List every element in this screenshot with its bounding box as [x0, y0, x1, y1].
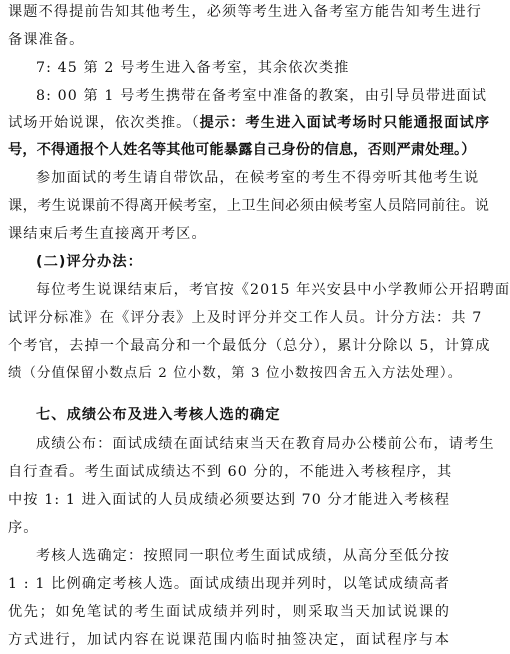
- text-line: 1 : 1 比例确定考核人选。面试成绩出现并列时，以笔试成绩高者: [8, 576, 450, 592]
- text-line: 优先；如免笔试的考生面试成绩并列时，则采取当天加试说课的: [8, 604, 450, 620]
- schedule-line: 7: 45 第 2 号考生进入备考室，其余依次类推: [36, 60, 350, 76]
- schedule-line: 8: 00 第 1 号考生携带在备考室中准备的教案，由引导员带进面试: [36, 88, 488, 104]
- text-line: [8, 113, 491, 133]
- text-line: 备课准备。: [8, 32, 85, 48]
- text-line: 自行查看。考生面试成绩达不到 60 分的，不能进入考核程序，其: [8, 464, 453, 480]
- text-line: 试评分标准》在《评分表》上及时评分并交工作人员。计分方法：共 7: [8, 310, 483, 326]
- text-line: 中按 1: 1 进入面试的人员成绩必须要达到 70 分才能进入考核程: [8, 492, 450, 508]
- text-line: 考核人选确定：按照同一职位考生面试成绩，从高分至低分按: [36, 548, 450, 564]
- text-line: 个考官，去掉一个最高分和一个最低分（总分），累计分除以 5，计算成: [8, 338, 491, 354]
- text-line: 绩（分值保留小数点后 2 位小数，第 3 位小数按四舍五入方法处理）。: [8, 366, 463, 381]
- text-line: 课，考生说课前不得离开候考室，上卫生间必须由候考室人员陪同前往。说: [8, 198, 490, 214]
- text-line: 方式进行，加试内容在说课范围内临时抽签决定，面试程序与本: [8, 632, 450, 648]
- notice-text: 提示：考生进入面试考场时只能通报面试序: [199, 115, 491, 131]
- section-heading: (二)评分办法：: [36, 254, 143, 270]
- text-line: 每位考生说课结束后，考官按《2015 年兴安县中小学教师公开招聘面: [36, 282, 510, 298]
- text-line: 课结束后考生直接离开考区。: [8, 226, 207, 242]
- text-line: 成绩公布：面试成绩在面试结束当天在教育局办公楼前公布，请考生: [36, 436, 495, 452]
- notice-text: 号，不得通报个人姓名等其他可能暴露自己身份的信息，否则严肃处理。）: [8, 142, 476, 158]
- text-line: 序。: [8, 520, 39, 536]
- text-span: 试场开始说课，依次类推。（: [8, 115, 200, 131]
- text-line: 参加面试的考生请自带饮品，在候考室的考生不得旁听其他考生说: [36, 170, 480, 186]
- text-line: 课题不得提前告知其他考生，必须等考生进入备考室方能告知考生进行: [8, 4, 482, 20]
- section-heading: 七、成绩公布及进入考核人选的确定: [36, 407, 281, 423]
